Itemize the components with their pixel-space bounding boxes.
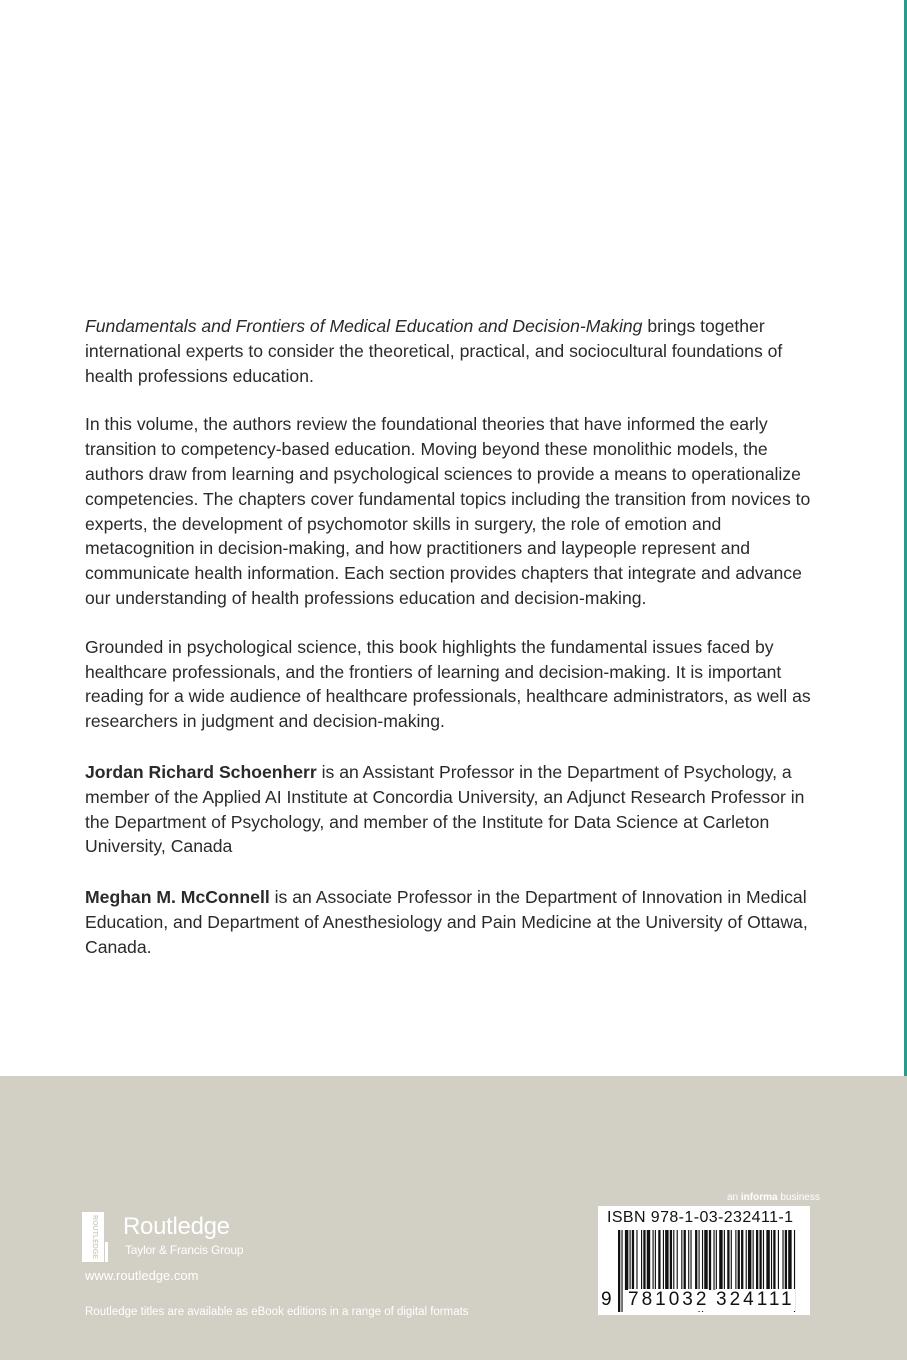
description-paragraph-3: Grounded in psychological science, this book highlights the fundamental issues faced by healthcare professionals, and the frontiers of learning and decision-making. It is important reading for a wide audience of healthcare professionals, healthcare administrators, as well as researchers in judgment and decision-making. <box>85 636 811 732</box>
barcode-bar <box>658 1230 660 1290</box>
barcode-bar <box>763 1230 764 1290</box>
barcode-bar <box>735 1230 736 1290</box>
barcode-bar <box>630 1230 631 1290</box>
barcode-bar <box>785 1230 787 1290</box>
isbn-label: ISBN 978-1-03-232411-1 <box>607 1209 794 1226</box>
author-bio-1 <box>85 760 830 859</box>
informa-suffix: business <box>777 1192 820 1203</box>
ebook-note: Routledge titles are available as eBook editions in a range of digital formats <box>85 1306 469 1318</box>
barcode-bar <box>704 1230 707 1290</box>
barcode-bar <box>782 1230 783 1290</box>
author-bio-text-1: is an Assistant Professor in the Department of Psychology, a member of the Applied AI Institute at Concordia University, an Adjunct Research Professor in the Department of Psychology, and member of the Institute for Data Science at Carleton University, Canada <box>85 761 805 857</box>
barcode-bar <box>731 1230 732 1290</box>
barcode-bar <box>695 1230 697 1290</box>
publisher-name: Routledge <box>123 1213 230 1240</box>
barcode-bar <box>632 1230 634 1290</box>
barcode-bar <box>713 1230 714 1290</box>
barcode-bar <box>716 1230 717 1290</box>
informa-word: informa <box>740 1192 778 1203</box>
barcode-digits-right: 324111 <box>716 1289 795 1310</box>
description-paragraph-2: In this volume, the authors review the foundational theories that have informed the early transition to competency-based education. Moving beyond these monolithic models, the authors draw from learning and psychological sciences to provide a means to operationalize competencies. The chapters cover fundamental topics including the transition from novices to experts, the development of psychomotor skills in surgery, the role of emotion and metacognition in decision-making, and how practitioners and laypeople represent and communicate health information. Each section provides chapters that integrate and advance our understanding of health professions education and decision-making. <box>85 414 811 608</box>
barcode-bar <box>759 1230 761 1290</box>
barcode-bar <box>738 1230 740 1290</box>
barcode-bar <box>746 1230 747 1290</box>
barcode-bar <box>673 1230 674 1290</box>
barcode-bar <box>688 1230 689 1290</box>
barcode-bar <box>655 1230 656 1290</box>
barcode-bar <box>771 1230 772 1290</box>
barcode-bar <box>788 1230 791 1290</box>
barcode-digit-first: 9 <box>601 1289 612 1310</box>
author-bio-2 <box>85 885 830 959</box>
svg-text:ROUTLEDGE: ROUTLEDGE <box>91 1215 98 1259</box>
barcode-bar <box>741 1230 743 1290</box>
barcode-bar <box>753 1230 754 1290</box>
barcode-bar <box>709 1230 711 1290</box>
barcode-bar <box>719 1230 722 1290</box>
barcode-bar <box>690 1230 691 1290</box>
description-paragraph-1-text: brings together international experts to consider the theoretical, practical, and sociocultural foundations of health professions education. <box>85 316 783 386</box>
barcode-bar <box>724 1230 725 1290</box>
barcode-bar <box>653 1230 654 1290</box>
barcode-bar <box>641 1230 642 1290</box>
barcode-bar <box>756 1230 758 1290</box>
barcode-bar <box>773 1230 775 1290</box>
informa-prefix: an <box>727 1192 741 1203</box>
barcode-bar <box>618 1230 620 1312</box>
barcode-bar <box>778 1230 779 1290</box>
author-name-2: Meghan M. McConnell <box>85 887 270 908</box>
barcode-bar <box>766 1230 769 1290</box>
barcode-bar <box>727 1230 729 1290</box>
barcode-bar <box>636 1230 637 1290</box>
barcode-bar <box>677 1230 678 1290</box>
barcode-bar <box>625 1230 628 1290</box>
barcode-bar <box>670 1230 672 1290</box>
barcode-digits-left: 781032 <box>628 1289 710 1310</box>
back-cover-text <box>85 314 830 960</box>
description-paragraph-1 <box>85 314 830 388</box>
publisher-group: Taylor & Francis Group <box>125 1243 244 1257</box>
author-name-1: Jordan Richard Schoenherr <box>85 761 317 782</box>
barcode-bar <box>681 1230 682 1290</box>
publisher-website: www.routledge.com <box>85 1268 199 1283</box>
barcode-bar <box>665 1230 668 1290</box>
routledge-logo-mark-icon <box>82 1212 110 1262</box>
routledge-logo <box>82 1212 262 1262</box>
barcode-bar <box>748 1230 751 1290</box>
barcode-bar <box>663 1230 664 1290</box>
barcode-bar <box>647 1230 650 1290</box>
informa-business-tag <box>727 1192 820 1203</box>
barcode-bar <box>621 1230 622 1312</box>
barcode-bar <box>643 1230 645 1290</box>
book-title-italic: Fundamentals and Frontiers of Medical Education and Decision-Making <box>85 316 643 336</box>
barcode-bar <box>684 1230 686 1290</box>
author-bio-text-2: is an Associate Professor in the Department of Innovation in Medical Education, and Department of Anesthesiology and Pain Medicine at the University of Ottawa, Canada. <box>85 887 808 957</box>
isbn-barcode <box>598 1206 810 1315</box>
